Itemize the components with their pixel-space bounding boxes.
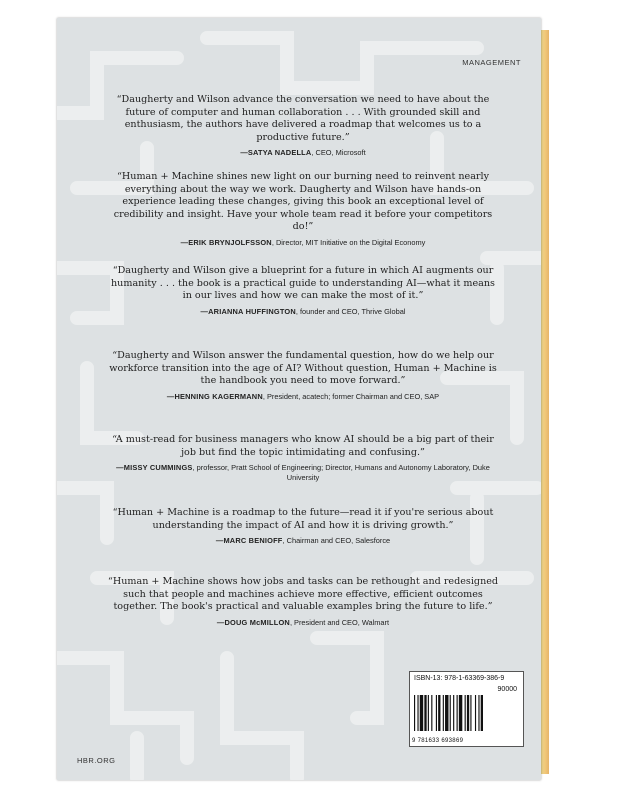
barcode-bar [445, 695, 448, 731]
barcode-bars [414, 695, 518, 731]
barcode-bar [417, 695, 418, 731]
quote-cummings [107, 434, 499, 482]
quote-author: —MARC BENIOFF [215, 536, 283, 546]
barcode-bar [478, 695, 479, 731]
quote-author-role: , professor, Pratt School of Engineering; Director, Humans and Autonomy Laboratory, Duke University [192, 463, 490, 482]
barcode-bar [436, 695, 437, 731]
barcode-bar [481, 695, 483, 731]
quote-text: “Daugherty and Wilson give a blueprint for a future in which AI augments our humanity . . . the book is a practical guide to understanding AI—what it means in our lives and how we can make the most of it.” [111, 265, 495, 302]
quote-huffington [107, 265, 499, 316]
barcode-bar [431, 695, 432, 731]
quote-mcmillon [107, 576, 499, 627]
quote-author: —HENNING KAGERMANN [166, 391, 263, 401]
quote-text: “Daugherty and Wilson advance the conversation we need to have about the future of computer and human collaboration . . . With grounded skill and enthusiasm, the authors have delivered a roadmap that welcomes us to a productive future.” [116, 94, 490, 143]
quote-text: “Human + Machine shows how jobs and tasks can be rethought and redesigned such that people and machines achieve more effective, efficient outcomes together. The book's practical and valuable examples bring the future to life.” [107, 576, 499, 613]
barcode-bar [457, 695, 458, 731]
quote-text: “Human + Machine is a roadmap to the future—read it if you're serious about understanding the impact of AI and how it is driving growth.” [112, 507, 494, 531]
quote-kagermann [107, 350, 499, 401]
quote-author-role: , founder and CEO, Thrive Global [295, 306, 406, 316]
barcode-box [409, 671, 524, 747]
quote-attribution [107, 618, 499, 628]
quote-text: “Daugherty and Wilson answer the fundamental question, how do we help our workforce transition into the age of AI? Without question, Human + Machine is the handbook you need to move forward.” [109, 350, 497, 387]
quote-attribution [107, 536, 499, 546]
quote-brynjolfsson [107, 171, 499, 248]
barcode-bar [465, 695, 466, 731]
category-label: MANAGEMENT [462, 58, 521, 67]
quote-attribution [107, 307, 499, 317]
quote-author-role: , President, acatech; former Chairman and CEO, SAP [262, 391, 440, 401]
isbn-text: ISBN-13: 978-1-63369-386-9 [414, 675, 505, 682]
quote-author: —ERIK BRYNJOLFSSON [180, 237, 272, 247]
quote-author: —MISSY CUMMINGS [116, 463, 193, 473]
quote-attribution [107, 148, 499, 158]
barcode-bar [470, 695, 471, 731]
book-back-cover [57, 18, 541, 780]
footer-url: HBR.ORG [77, 756, 116, 765]
quote-attribution [107, 392, 499, 402]
barcode-bar [459, 695, 462, 731]
barcode-bar [475, 695, 476, 731]
quote-author-role: , Director, MIT Initiative on the Digital Economy [271, 237, 426, 247]
barcode-bar [443, 695, 444, 731]
quote-attribution [107, 463, 499, 482]
quote-author-role: , CEO, Microsoft [311, 148, 366, 158]
quote-benioff [107, 507, 499, 546]
quote-text: “Human + Machine shines new light on our burning need to reinvent nearly everything about the way we work. Daugherty and Wilson have hands-on experience leading these changes, giving this book an exceptional level of credibility and insight. Have your whole team read it before your competitors do!” [113, 171, 493, 233]
quote-attribution [107, 238, 499, 248]
quote-author-role: , President and CEO, Walmart [289, 617, 390, 627]
quote-author: —DOUG McMILLON [216, 617, 290, 627]
quote-author: —SATYA NADELLA [240, 148, 312, 158]
barcode-bar [438, 695, 440, 731]
barcode-bar [428, 695, 429, 731]
barcode-digits: 9 781633 693869 [412, 738, 464, 744]
barcode-bar [450, 695, 451, 731]
quote-author: —ARIANNA HUFFINGTON [200, 306, 296, 316]
quote-author-role: , Chairman and CEO, Salesforce [282, 536, 391, 546]
quote-nadella [107, 94, 499, 158]
page-edge [541, 30, 549, 774]
price-code: 90000 [497, 686, 517, 693]
barcode-bar [467, 695, 469, 731]
barcode-bar [453, 695, 454, 731]
quote-text: “A must-read for business managers who know AI should be a big part of their job but find the topic intimidating and confusing.” [112, 434, 494, 458]
barcode-bar [420, 695, 423, 731]
barcode-bar [414, 695, 415, 731]
barcode-bar [424, 695, 426, 731]
